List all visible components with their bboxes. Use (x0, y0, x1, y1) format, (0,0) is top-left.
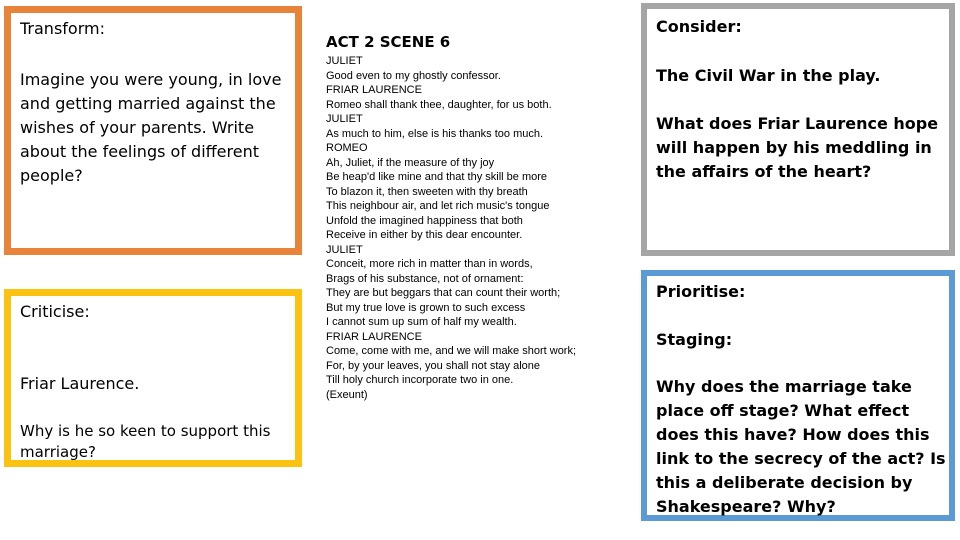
consider-point-friar: What does Friar Laurence hope will happen by his meddling in the affairs of the heart? (656, 114, 939, 181)
scene-title: ACT 2 SCENE 6 (326, 33, 451, 51)
script-line: Receive in either by this dear encounter. (326, 229, 523, 241)
script-line: But my true love is grown to such excess (326, 301, 526, 314)
script-line: I cannot sum up sum of half my wealth. (326, 316, 517, 328)
transform-text: Imagine you were young, in love and getting married against the wishes of your parents. Write about the feelings of different people? (20, 70, 282, 185)
script-line: To blazon it, then sweeten with thy breath (326, 185, 528, 198)
criticise-heading: Criticise: (20, 302, 90, 321)
script-line: Ah, Juliet, if the measure of thy joy (326, 156, 495, 169)
prioritise-box (641, 270, 955, 521)
criticise-subject: Friar Laurence. (20, 374, 140, 393)
script-line: FRIAR LAURENCE (326, 84, 422, 96)
consider-heading: Consider: (656, 17, 742, 36)
prioritise-text: Why does the marriage take place off stage? What effect does this have? How does this link to the secrecy of the act? Is this a deliberate decision by Shakespeare? Why? (656, 377, 946, 516)
script-line: Conceit, more rich in matter than in words, (326, 258, 533, 270)
script-line: Romeo shall thank thee, daughter, for us both. (326, 98, 552, 111)
prioritise-heading: Prioritise: (656, 282, 746, 301)
script-line: For, by your leaves, you shall not stay alone (326, 359, 541, 372)
prioritise-staging: Staging: (656, 330, 733, 349)
transform-heading: Transform: (20, 19, 105, 38)
script-line: Unfold the imagined happiness that both (326, 214, 523, 227)
script-line: JULIET (326, 55, 363, 67)
script-line: FRIAR LAURENCE (326, 330, 422, 343)
consider-box (641, 3, 955, 256)
criticise-question: Why is he so keen to support this marriage? (20, 422, 271, 461)
criticise-box (4, 289, 302, 467)
transform-box (4, 6, 302, 255)
script-line: As much to him, else is his thanks too much. (326, 127, 544, 140)
script-line: Be heap'd like mine and that thy skill be more (326, 171, 547, 183)
script-line: Come, come with me, and we will make short work; (326, 345, 577, 357)
script-line: JULIET (326, 113, 363, 125)
script-lines (326, 54, 626, 402)
script-line: This neighbour air, and let rich music's tongue (326, 200, 550, 212)
script-line: Till holy church incorporate two in one. (326, 374, 514, 386)
scene-text-block (326, 32, 626, 402)
consider-point-civil-war: The Civil War in the play. (656, 66, 881, 85)
script-line: Brags of his substance, not of ornament: (326, 272, 524, 285)
script-line: They are but beggars that can count their worth; (326, 287, 561, 299)
script-line: (Exeunt) (326, 388, 368, 401)
script-line: JULIET (326, 243, 363, 256)
script-line: ROMEO (326, 142, 368, 154)
script-line: Good even to my ghostly confessor. (326, 69, 501, 82)
